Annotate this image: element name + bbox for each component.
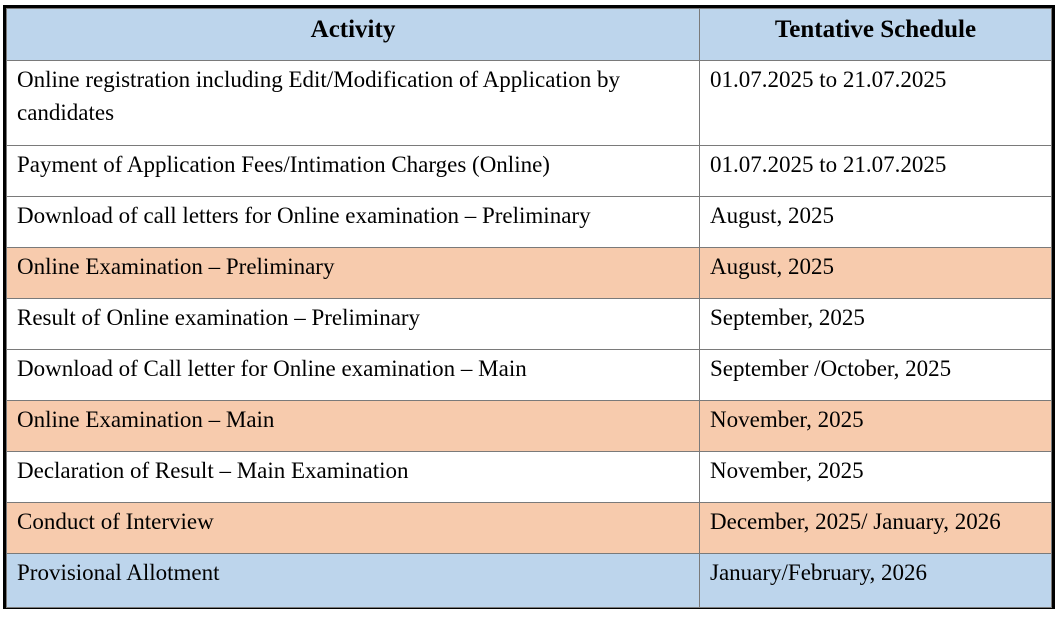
activity-cell: Result of Online examination – Preliminary xyxy=(7,299,700,350)
table-header-row xyxy=(7,9,1052,61)
schedule-cell: November, 2025 xyxy=(700,452,1052,503)
schedule-cell: August, 2025 xyxy=(700,248,1052,299)
schedule-table xyxy=(6,8,1052,608)
activity-cell: Provisional Allotment xyxy=(7,554,700,608)
activity-cell: Online Examination – Preliminary xyxy=(7,248,700,299)
table-row xyxy=(7,248,1052,299)
header-activity: Activity xyxy=(7,9,700,61)
table-row xyxy=(7,350,1052,401)
activity-cell: Download of call letters for Online examination – Preliminary xyxy=(7,197,700,248)
table-row xyxy=(7,503,1052,554)
schedule-cell: November, 2025 xyxy=(700,401,1052,452)
schedule-cell: September /October, 2025 xyxy=(700,350,1052,401)
schedule-cell: December, 2025/ January, 2026 xyxy=(700,503,1052,554)
table-row xyxy=(7,401,1052,452)
table-row xyxy=(7,61,1052,146)
schedule-cell: January/February, 2026 xyxy=(700,554,1052,608)
activity-cell: Online registration including Edit/Modification of Application by candidates xyxy=(7,61,700,146)
table-row xyxy=(7,197,1052,248)
table-row xyxy=(7,146,1052,197)
table-row xyxy=(7,452,1052,503)
activity-cell: Conduct of Interview xyxy=(7,503,700,554)
table-row xyxy=(7,299,1052,350)
schedule-cell: August, 2025 xyxy=(700,197,1052,248)
schedule-table-container xyxy=(3,5,1055,609)
activity-cell: Declaration of Result – Main Examination xyxy=(7,452,700,503)
schedule-cell: 01.07.2025 to 21.07.2025 xyxy=(700,61,1052,146)
schedule-cell: 01.07.2025 to 21.07.2025 xyxy=(700,146,1052,197)
table-row xyxy=(7,554,1052,608)
header-tentative-schedule: Tentative Schedule xyxy=(700,9,1052,61)
activity-cell: Payment of Application Fees/Intimation Charges (Online) xyxy=(7,146,700,197)
activity-cell: Download of Call letter for Online examination – Main xyxy=(7,350,700,401)
schedule-cell: September, 2025 xyxy=(700,299,1052,350)
activity-cell: Online Examination – Main xyxy=(7,401,700,452)
